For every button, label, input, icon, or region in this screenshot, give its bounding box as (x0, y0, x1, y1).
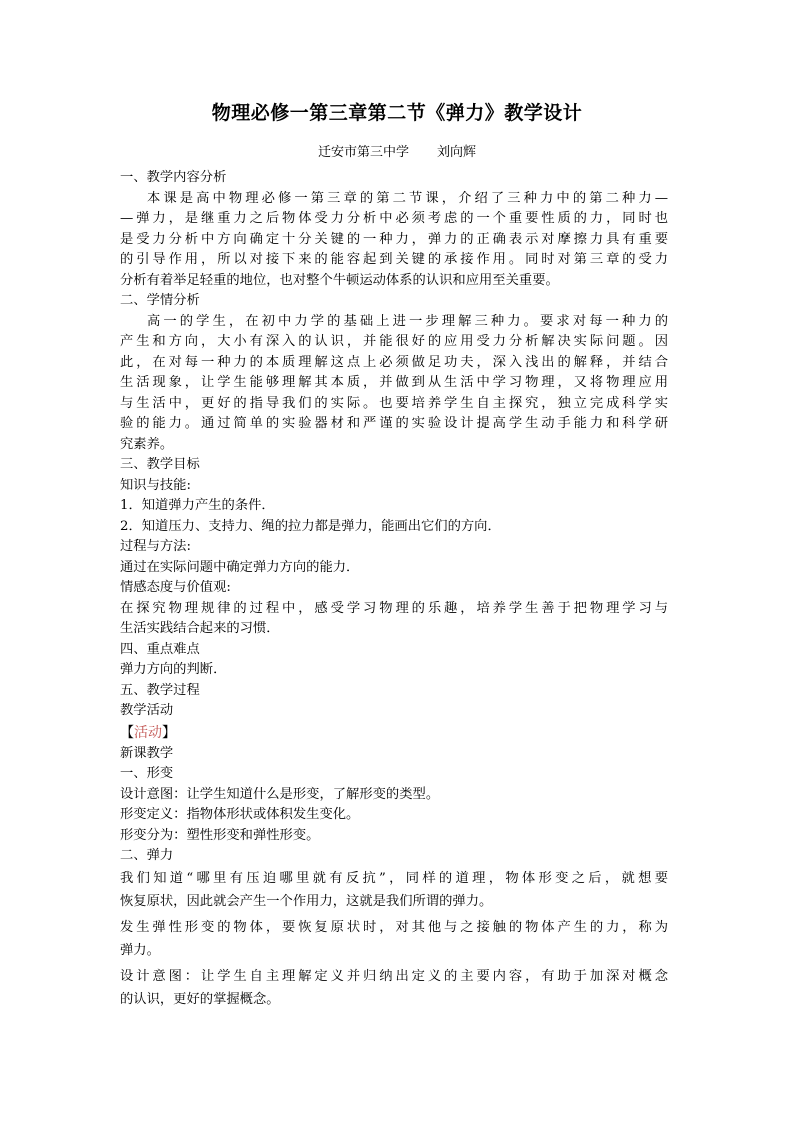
paragraph-line: 的认识，更好的掌握概念。 (120, 991, 280, 1007)
paragraph-line: 生活现象，让学生能够理解其本质，并做到从生活中学习物理，又将物理应用 (120, 375, 668, 390)
document-body (120, 168, 668, 1011)
deformation-definition: 形变定义：指物体形状或体积发生变化。 (120, 807, 360, 822)
paragraph-line: 设计意图：让学生自主理解定义并归纳出定义的主要内容，有助于加深对概念 (120, 968, 668, 984)
paragraph-line: 此，在对每一种力的本质理解这点上必须做足功夫，深入浅出的解释，并结合 (120, 354, 668, 370)
paragraph-line: 在探究物理规律的过程中，感受学习物理的乐趣，培养学生善于把物理学习与 (120, 600, 668, 616)
paragraph-line: 发生弹性形变的物体，要恢复原状时，对其他与之接触的物体产生的力，称为 (120, 919, 668, 935)
paragraph-line: 的引导作用，所以对接下来的能容起到关键的承接作用。同时对第三章的受力 (120, 252, 668, 267)
deformation-types: 形变分为：塑性形变和弹性形变。 (120, 827, 320, 843)
paragraph-line: 恢复原状，因此就会产生一个作用力，这就是我们所谓的弹力。 (120, 893, 493, 909)
new-lesson-label: 新课教学 (120, 745, 174, 761)
process-text: 通过在实际问题中确定弹力方向的能力． (120, 559, 360, 575)
subheading-elastic-force: 二、弹力 (120, 848, 174, 863)
goal-item-1: 1．知道弹力产生的条件． (120, 498, 275, 513)
key-points-text: 弹力方向的判断． (120, 662, 227, 677)
paragraph-line: 我们知道“哪里有压迫哪里就有反抗”，同样的道理，物体形变之后，就想要 (120, 870, 668, 886)
section-heading-student-analysis: 二、学情分析 (120, 293, 200, 308)
activity-tag (120, 722, 668, 744)
paragraph-line: 弹力。 (120, 942, 160, 958)
section-heading-teaching-goals: 三、教学目标 (120, 457, 200, 472)
document-title: 物理必修一第三章第二节《弹力》教学设计 (211, 102, 583, 124)
school-name: 迁安市第三中学 (317, 145, 409, 160)
deformation-intent: 设计意图：让学生知道什么是形变，了解形变的类型。 (120, 786, 440, 802)
author-line (0, 141, 794, 160)
paragraph-line: 究素养。 (120, 436, 174, 452)
paragraph-line: 验的能力。通过简单的实验器材和严谨的实验设计提高学生动手能力和科学研 (120, 416, 668, 431)
paragraph-line: 产生和方向，大小有深入的认识，并能很好的应用受力分析解决实际问题。因 (120, 334, 668, 349)
subheading-emotion: 情感态度与价值观: (120, 580, 231, 595)
paragraph-line: 是受力分析中方向确定十分关键的一种力，弹力的正确表示对摩擦力具有重要 (120, 231, 668, 247)
paragraph-line: —弹力，是继重力之后物体受力分析中必须考虑的一个重要性质的力，同时也 (120, 211, 668, 226)
activity-word: 活动 (134, 724, 162, 741)
paragraph-line: 与生活中，更好的指导我们的实际。也要培养学生自主探究，独立完成科学实 (120, 395, 668, 411)
paragraph-line: 本课是高中物理必修一第三章的第二节课，介绍了三种力中的第二种力— (147, 190, 668, 206)
subheading-process: 过程与方法: (120, 539, 191, 554)
section-heading-content-analysis: 一、教学内容分析 (120, 170, 227, 185)
paragraph-line: 生活实践结合起来的习惯． (120, 621, 280, 636)
paragraph-line: 高一的学生，在初中力学的基础上进一步理解三种力。要求对每一种力的 (147, 313, 668, 329)
subheading-knowledge: 知识与技能: (120, 477, 191, 493)
activity-bracket-open: 【 (120, 724, 134, 741)
teaching-activity-title: 教学活动 (120, 703, 174, 718)
activity-bracket-close: 】 (162, 724, 176, 741)
subheading-deformation: 一、形变 (120, 766, 174, 781)
goal-item-2: 2．知道压力、支持力、绳的拉力都是弹力，能画出它们的方向． (120, 518, 501, 534)
paragraph-line: 分析有着举足轻重的地位，也对整个牛顿运动体系的认识和应用至关重要。 (120, 272, 559, 288)
author-name: 刘向辉 (437, 145, 477, 160)
section-heading-key-points: 四、重点难点 (120, 641, 200, 657)
section-heading-teaching-process: 五、教学过程 (120, 682, 200, 698)
